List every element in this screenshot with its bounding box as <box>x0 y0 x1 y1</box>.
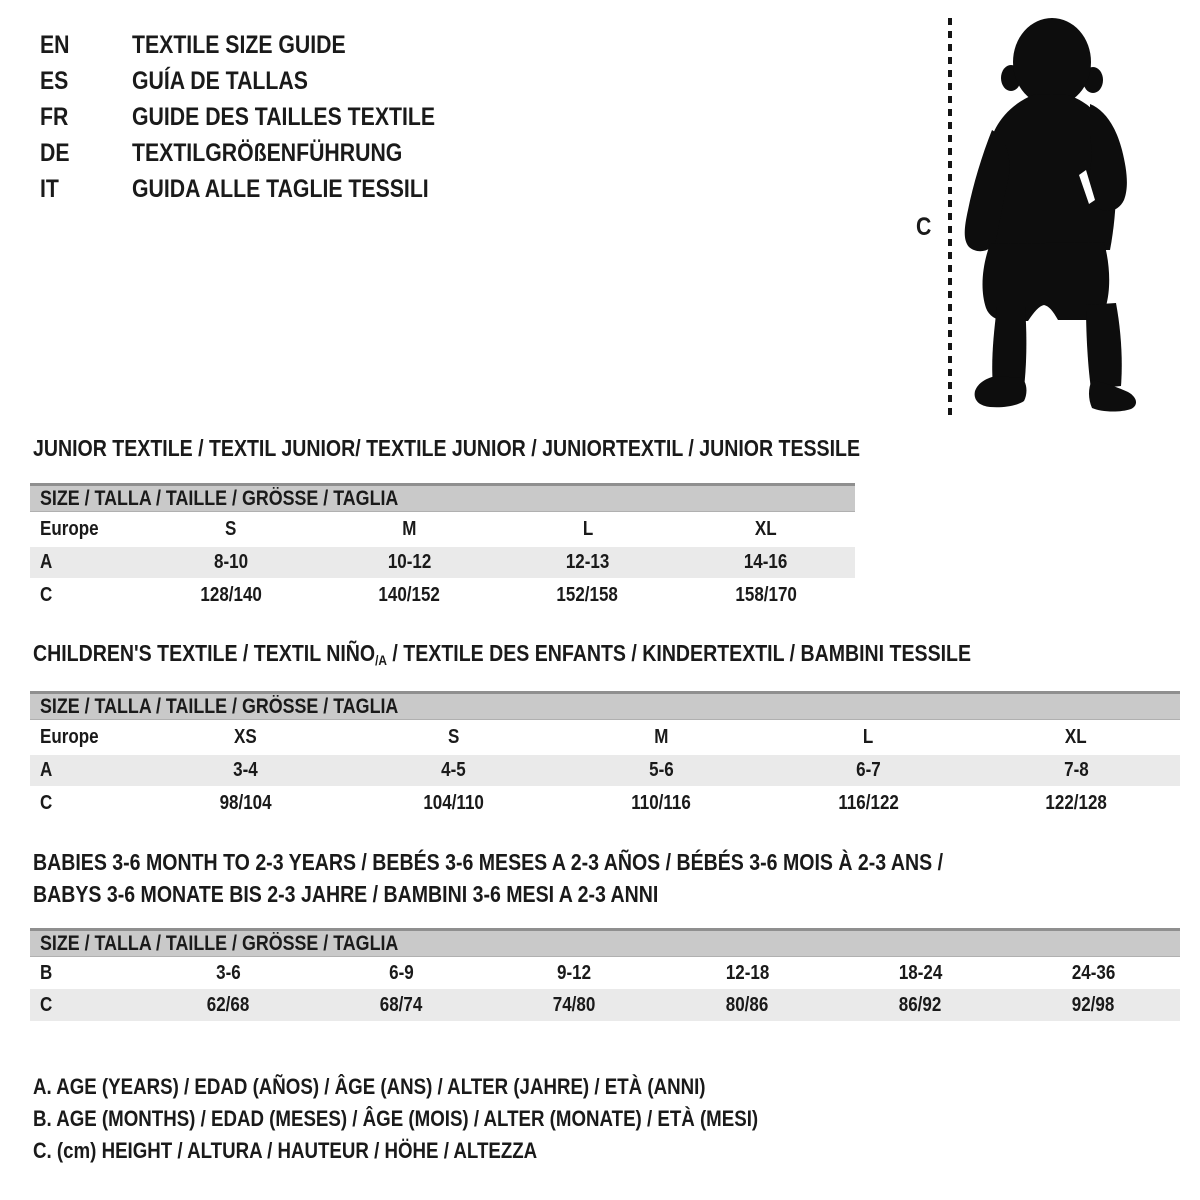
language-row <box>40 63 489 99</box>
table-cell: 3-4 <box>233 759 259 781</box>
babies-section-title-line1: BABIES 3-6 MONTH TO 2-3 YEARS / BEBÉS 3-6 MESES A 2-3 AÑOS / BÉBÉS 3-6 MOIS À 2-3 ANS / <box>33 849 944 875</box>
table-cell: S <box>447 726 460 748</box>
table-cell: 9-12 <box>557 961 592 984</box>
babies-size-table <box>30 928 1180 1021</box>
table-cell: 62/68 <box>207 993 250 1016</box>
language-row <box>40 99 489 135</box>
size-header-bar <box>30 691 1180 720</box>
language-code: FR <box>40 102 69 131</box>
table-cell: 4-5 <box>441 759 466 781</box>
language-title: GUÍA DE TALLAS <box>132 66 308 95</box>
table-cell: M <box>653 726 669 748</box>
language-code: DE <box>40 138 70 167</box>
language-row <box>40 135 489 171</box>
table-cell: 98/104 <box>219 791 272 814</box>
row-label: A <box>40 551 53 573</box>
table-cell: L <box>582 518 593 540</box>
size-header-label: SIZE / TALLA / TAILLE / GRÖSSE / TAGLIA <box>40 487 399 510</box>
title-subscript: /A <box>375 652 387 668</box>
junior-section-title: JUNIOR TEXTILE / TEXTIL JUNIOR/ TEXTILE JUNIOR / JUNIORTEXTIL / JUNIOR TESSILE <box>33 435 861 461</box>
table-cell: 92/98 <box>1072 993 1115 1016</box>
children-size-table <box>30 691 1180 820</box>
note-height-cm: C. (cm) HEIGHT / ALTURA / HAUTEUR / HÖHE / ALTEZZA <box>33 1138 538 1163</box>
size-header-label: SIZE / TALLA / TAILLE / GRÖSSE / TAGLIA <box>40 695 399 718</box>
language-row <box>40 27 489 63</box>
table-row-height <box>30 989 1180 1021</box>
row-label: Europe <box>40 518 99 540</box>
table-cell: 74/80 <box>553 993 596 1016</box>
language-row <box>40 171 489 207</box>
language-code: EN <box>40 30 70 59</box>
size-header-bar <box>30 928 1180 957</box>
table-cell: 3-6 <box>216 961 241 984</box>
table-cell: 110/116 <box>631 791 691 814</box>
table-cell: XS <box>234 726 258 748</box>
row-label: A <box>40 759 53 781</box>
language-code: IT <box>40 174 59 203</box>
table-cell: 152/158 <box>556 583 619 606</box>
babies-section-title-line2: BABYS 3-6 MONATE BIS 2-3 JAHRE / BAMBINI 3-6 MESI A 2-3 ANNI <box>33 881 659 907</box>
row-label: C <box>40 993 53 1016</box>
toddler-silhouette-figure <box>940 12 1155 425</box>
size-header-bar <box>30 483 855 512</box>
table-cell: 104/110 <box>423 791 484 814</box>
table-cell: XL <box>755 518 777 540</box>
row-label: B <box>40 961 53 984</box>
language-title-list <box>40 27 489 207</box>
table-cell: 6-9 <box>389 961 414 984</box>
table-row-europe <box>30 512 855 547</box>
table-cell: 14-16 <box>744 551 788 573</box>
note-age-years: A. AGE (YEARS) / EDAD (AÑOS) / ÂGE (ANS) / ALTER (JAHRE) / ETÀ (ANNI) <box>33 1074 706 1099</box>
table-cell: 68/74 <box>380 993 423 1016</box>
table-cell: 10-12 <box>387 551 432 573</box>
row-label: C <box>40 583 53 606</box>
junior-size-table <box>30 483 855 612</box>
table-row-europe <box>30 720 1180 755</box>
legend-notes <box>33 1071 886 1167</box>
table-cell: 6-7 <box>856 759 881 781</box>
table-cell: 80/86 <box>726 993 769 1016</box>
height-measure-label: C <box>916 213 932 241</box>
language-title: GUIDA ALLE TAGLIE TESSILI <box>132 174 429 203</box>
language-code: ES <box>40 66 69 95</box>
note-age-months: B. AGE (MONTHS) / EDAD (MESES) / ÂGE (MOIS) / ALTER (MONATE) / ETÀ (MESI) <box>33 1106 759 1131</box>
table-cell: 24-36 <box>1071 961 1116 984</box>
table-cell: S <box>225 518 237 540</box>
table-cell: 140/152 <box>378 583 441 606</box>
table-cell: 5-6 <box>648 759 674 781</box>
table-cell: L <box>863 726 874 748</box>
children-section-title: CHILDREN'S TEXTILE / TEXTIL $NIÑO_{/A}$ / TEXTILE DES ENFANTS / KINDERTEXTIL / BAMBINI TESSILE <box>33 640 972 668</box>
table-cell: 158/170 <box>735 583 797 606</box>
table-cell: 86/92 <box>899 993 942 1016</box>
language-title: GUIDE DES TAILLES TEXTILE <box>132 102 436 131</box>
table-cell: XL <box>1065 726 1088 748</box>
table-row-age <box>30 755 1180 786</box>
table-cell: 128/140 <box>200 583 262 606</box>
table-row-months <box>30 957 1180 989</box>
language-title: TEXTILGRÖßENFÜHRUNG <box>132 138 403 167</box>
table-row-age <box>30 547 855 578</box>
table-row-height <box>30 578 855 612</box>
table-cell: 12-13 <box>565 551 610 573</box>
table-cell: M <box>402 518 417 540</box>
size-header-label: SIZE / TALLA / TAILLE / GRÖSSE / TAGLIA <box>40 932 399 955</box>
language-title: TEXTILE SIZE GUIDE <box>132 30 346 59</box>
table-cell: 7-8 <box>1063 759 1089 781</box>
table-row-height <box>30 786 1180 820</box>
table-cell: 122/128 <box>1045 791 1107 814</box>
table-cell: 18-24 <box>898 961 943 984</box>
row-label: C <box>40 791 53 814</box>
table-cell: 116/122 <box>838 791 899 814</box>
table-cell: 8-10 <box>214 551 249 573</box>
table-cell: 12-18 <box>725 961 770 984</box>
toddler-silhouette-icon <box>965 18 1136 412</box>
row-label: Europe <box>40 726 99 748</box>
